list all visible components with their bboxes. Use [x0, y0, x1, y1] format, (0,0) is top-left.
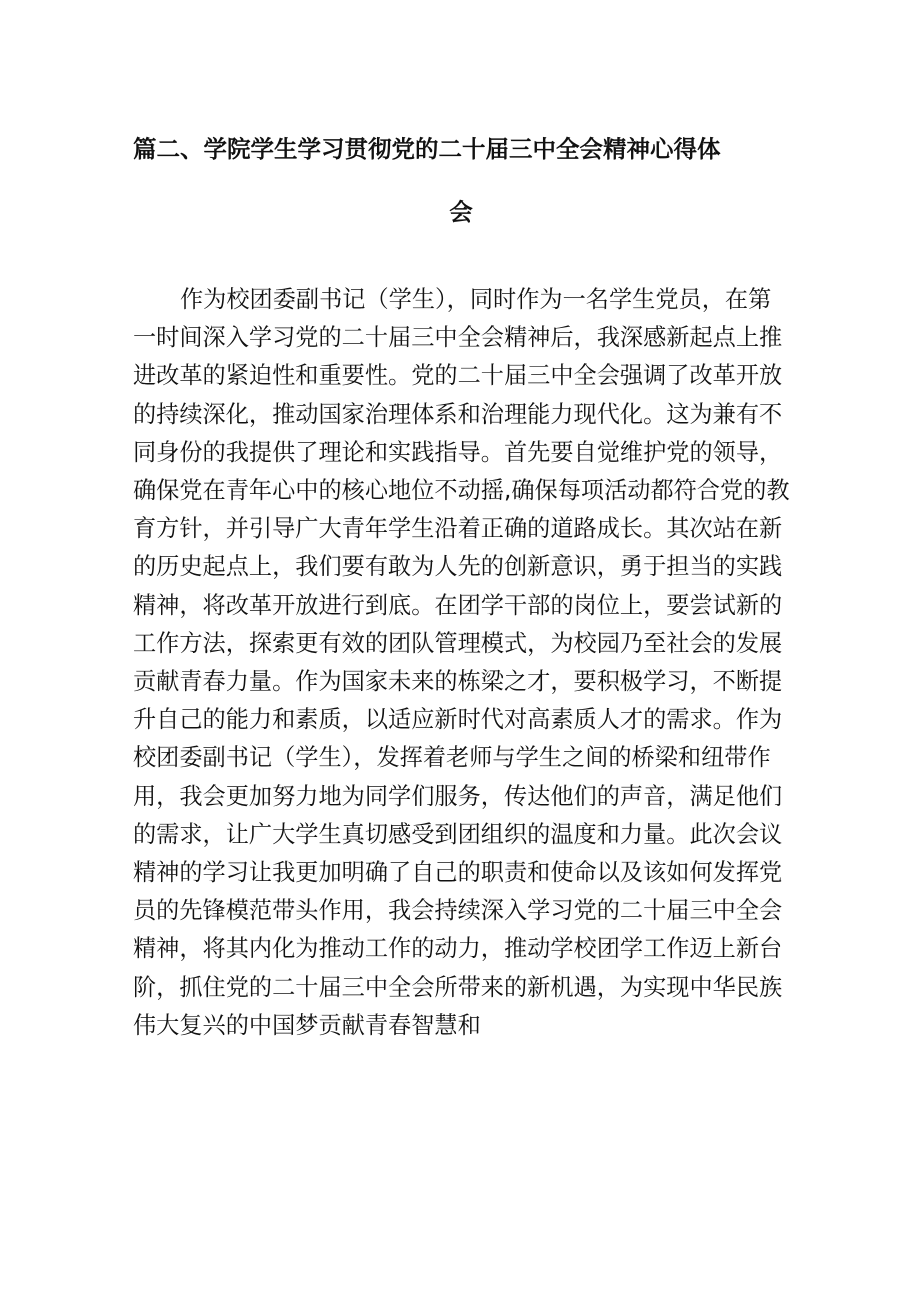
paragraph-line: 精神，将其内化为推动工作的动力，推动学校团学工作迈上新台 — [133, 935, 783, 963]
document-body — [133, 281, 803, 1045]
paragraph-line: 精神，将改革开放进行到底。在团学干部的岗位上，要尝试新的 — [133, 591, 783, 619]
paragraph-line: 作为校团委副书记（学生），同时作为一名学生党员，在第 — [180, 286, 772, 313]
paragraph-line: 精神的学习让我更加明确了自己的职责和使命以及该如何发挥党 — [133, 859, 783, 887]
paragraph-line: 工作方法，探索更有效的团队管理模式，为校园乃至社会的发展 — [133, 629, 783, 657]
paragraph-line: 确保党在青年心中的核心地位不动摇,确保每项活动都符合党的教 — [133, 477, 790, 505]
paragraph-line: 的持续深化，推动国家治理体系和治理能力现代化。这为兼有不 — [133, 400, 783, 428]
title-line-1: 篇二、学院学生学习贯彻党的二十届三中全会精神心得体 — [133, 135, 721, 163]
paragraph-line: 校团委副书记（学生），发挥着老师与学生之间的桥梁和纽带作 — [133, 744, 771, 772]
title-line-2: 会 — [449, 198, 473, 226]
paragraph-line: 员的先锋模范带头作用，我会持续深入学习党的二十届三中全会 — [133, 897, 783, 925]
paragraph-line: 的历史起点上，我们要有敢为人先的创新意识，勇于担当的实践 — [133, 553, 783, 581]
paragraph-line: 升自己的能力和素质，以适应新时代对高素质人才的需求。作为 — [133, 706, 783, 734]
paragraph-line: 同身份的我提供了理论和实践指导。首先要自觉维护党的领导， — [133, 438, 783, 466]
paragraph-line: 进改革的紧迫性和重要性。党的二十届三中全会强调了改革开放 — [133, 362, 783, 390]
paragraph-line: 阶，抓住党的二十届三中全会所带来的新机遇，为实现中华民族 — [133, 973, 783, 1001]
paragraph-line: 用，我会更加努力地为同学们服务，传达他们的声音，满足他们 — [133, 782, 783, 810]
paragraph-line: 伟大复兴的中国梦贡献青春智慧和 — [133, 1011, 481, 1039]
document-title — [133, 118, 793, 244]
paragraph-line: 贡献青春力量。作为国家未来的栋梁之才，要积极学习，不断提 — [133, 668, 783, 696]
paragraph-line: 育方针，并引导广大青年学生沿着正确的道路成长。其次站在新 — [133, 515, 783, 543]
paragraph-line: 一时间深入学习党的二十届三中全会精神后，我深感新起点上推 — [133, 324, 783, 352]
paragraph-line: 的需求，让广大学生真切感受到团组织的温度和力量。此次会议 — [133, 820, 783, 848]
